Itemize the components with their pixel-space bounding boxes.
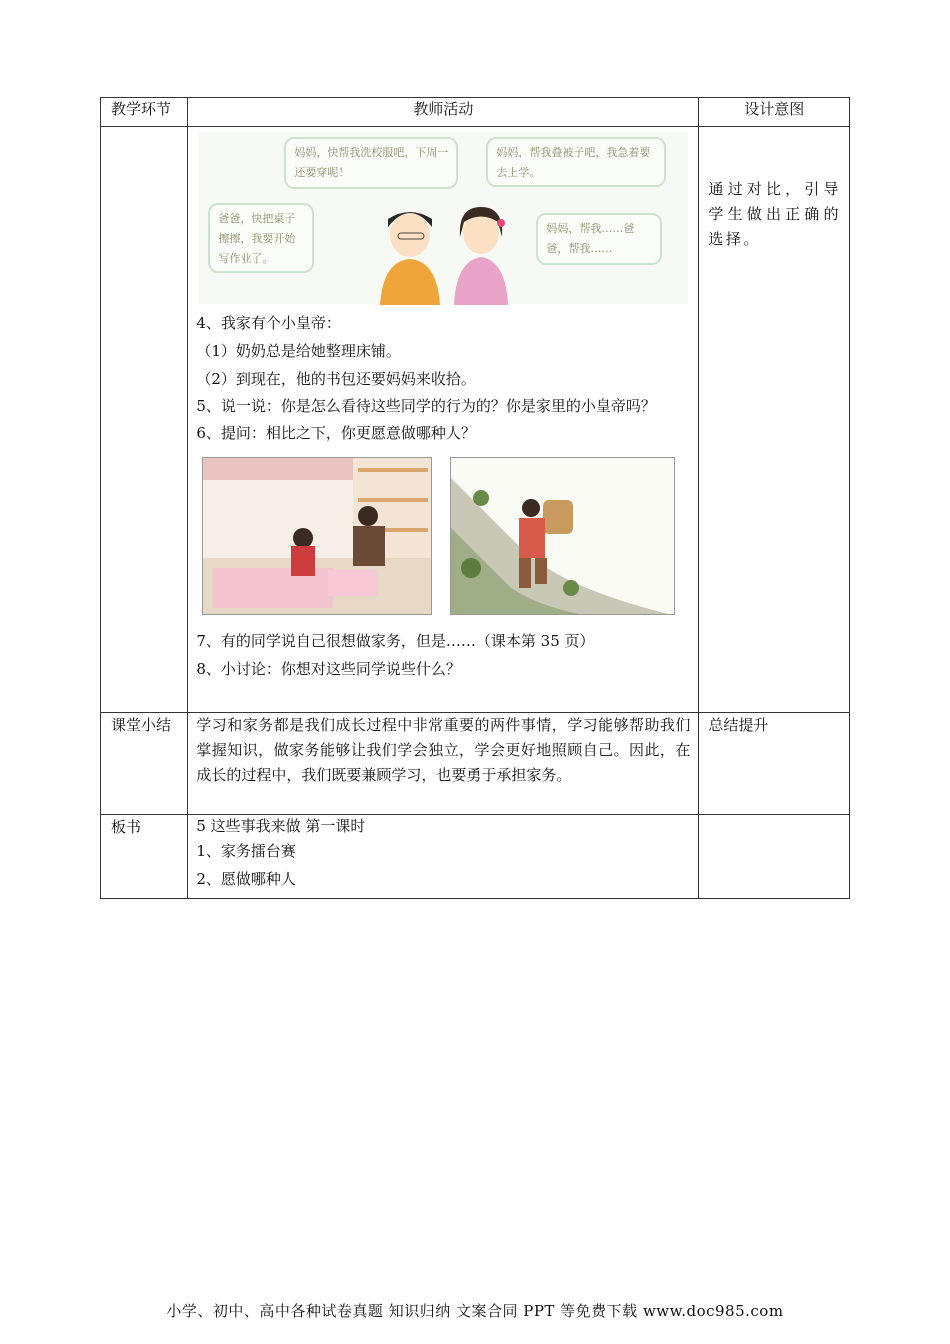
intent-compare: 通过对比，引导学生做出正确的选择。 (699, 127, 850, 713)
header-design-intent: 设计意图 (699, 98, 850, 127)
summary-text: 学习和家务都是我们成长过程中非常重要的两件事情，学习能够帮助我们掌握知识，做家务能够让我们学会独立，学会更好地照顾自己。因此，在成长的过程中，我们既要兼顾学习，也要勇于承担家务。 (188, 713, 699, 815)
intent-blackboard (699, 815, 850, 899)
blackboard-cell (188, 815, 699, 899)
header-teacher-activity: 教师活动 (188, 98, 699, 127)
blackboard-line-1: 1、家务擂台赛 (196, 842, 296, 860)
stage-blackboard: 板书 (101, 815, 188, 899)
header-stage: 教学环节 (101, 98, 188, 127)
bedroom-scene (203, 458, 432, 615)
mountain-photo (450, 457, 675, 615)
stage-cell-empty (101, 127, 188, 713)
activity-line-8: 8、小讨论：你想对这些同学说些什么？ (196, 660, 461, 678)
intent-summary: 总结提升 (699, 713, 850, 815)
row-activities (101, 127, 850, 713)
activity-line-4-2: （2）到现在，他的书包还要妈妈来收拾。 (196, 370, 476, 388)
activity-line-5: 5、说一说：你是怎么看待这些同学的行为的？你是家里的小皇帝吗？ (196, 397, 656, 415)
activity-line-4: 4、我家有个小皇帝： (196, 314, 341, 332)
header-row (101, 98, 850, 127)
lesson-plan-table (100, 97, 850, 899)
children-speech-illustration (188, 127, 697, 307)
speech-bubble-1: 妈妈，快帮我洗校服吧，下周一还要穿呢！ (284, 137, 458, 189)
activity-line-7: 7、有的同学说自己很想做家务，但是……（课本第 35 页） (196, 632, 595, 650)
row-blackboard (101, 815, 850, 899)
speech-bubble-3: 爸爸，快把桌子擦擦，我要开始写作业了。 (208, 203, 314, 273)
mountain-scene (451, 458, 675, 615)
footer-ad: 小学、初中、高中各种试卷真题 知识归纳 文案合同 PPT 等免费下载 www.doc985.com (166, 1302, 784, 1320)
comparison-photos (196, 453, 690, 623)
stage-summary: 课堂小结 (101, 713, 188, 815)
speech-bubble-2: 妈妈，帮我叠被子吧，我急着要去上学。 (486, 137, 666, 187)
row-summary (101, 713, 850, 815)
speech-bubble-4: 妈妈，帮我……爸爸，帮我…… (536, 213, 662, 265)
bedroom-photo (202, 457, 432, 615)
activity-line-6: 6、提问：相比之下，你更愿意做哪种人？ (196, 424, 476, 442)
blackboard-line-2: 2、愿做哪种人 (196, 870, 296, 888)
blackboard-title: 5 这些事我来做 第一课时 (196, 817, 366, 835)
activity-line-4-1: （1）奶奶总是给她整理床铺。 (196, 342, 401, 360)
activity-cell (188, 127, 699, 713)
